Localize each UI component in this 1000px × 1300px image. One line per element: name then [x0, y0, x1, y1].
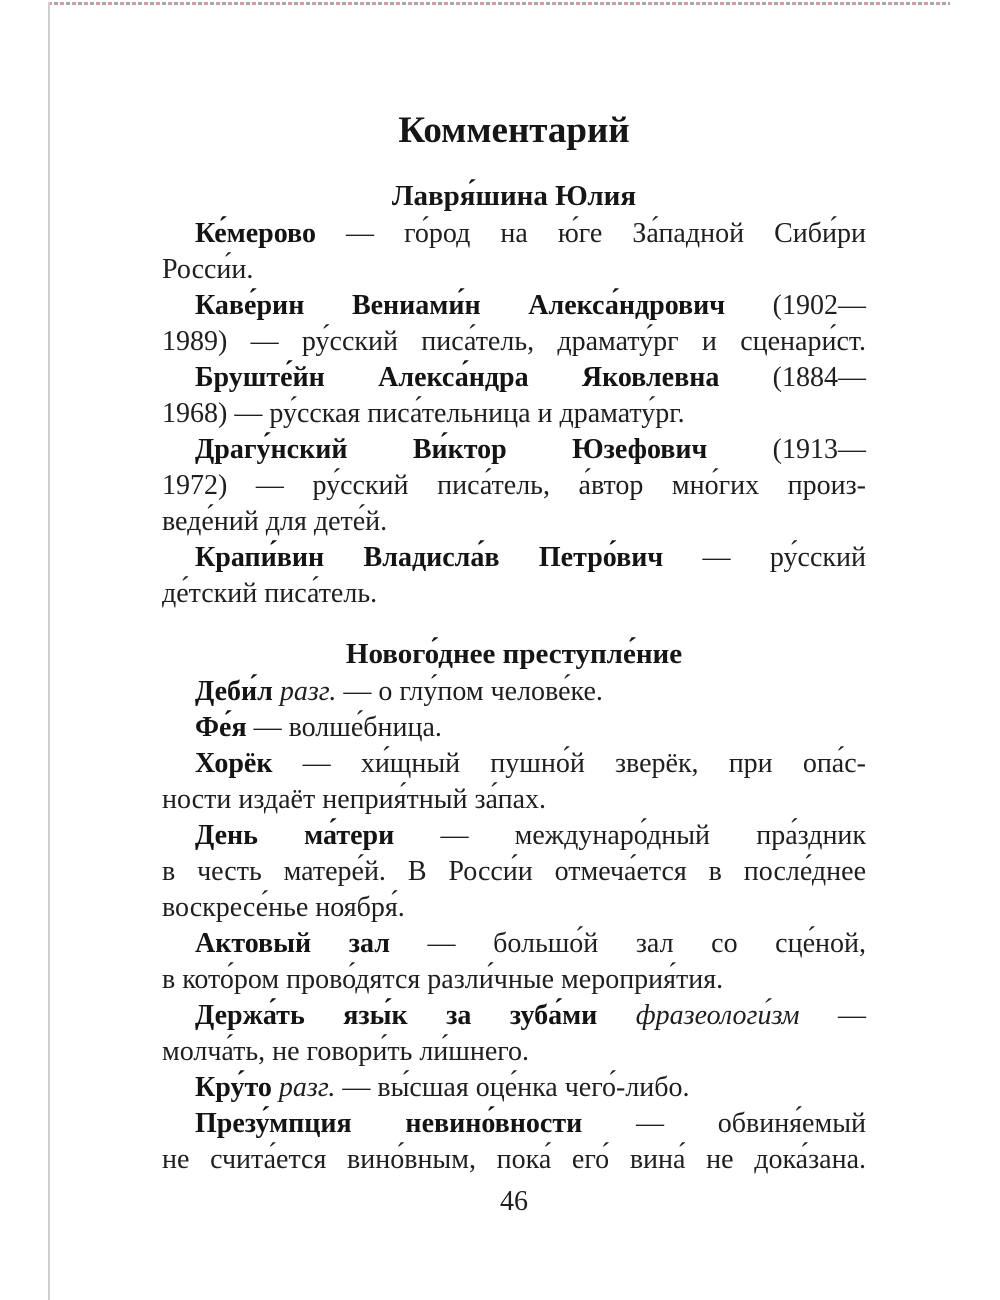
text-line: [162, 710, 866, 746]
text-segment: — волше́бница.: [246, 712, 442, 743]
paragraph: [162, 926, 866, 998]
text-line: [162, 746, 866, 782]
section-heading: Лавря́шина Юлия: [391, 180, 637, 212]
text-line: [162, 998, 866, 1034]
paragraph: [162, 1106, 866, 1178]
term: Деби́л: [195, 676, 273, 707]
text-segment: 1972) — ру́сский писа́тель, а́втор мно́гих произ-: [162, 470, 866, 501]
text-line: [162, 324, 866, 360]
term: Каве́рин Вениами́н Алекса́ндрович: [195, 290, 726, 321]
term: Драгу́нский Ви́ктор Юзефович: [195, 434, 708, 465]
text-segment: — о глу́пом челове́ке.: [336, 676, 603, 707]
text-segment: в кото́ром прово́дятся разли́чные мероприя́тия.: [162, 964, 724, 995]
page-number: 46: [500, 1186, 528, 1217]
text-segment: ности издаёт неприя́тный за́пах.: [162, 784, 547, 815]
term: Презу́мпция невино́вности: [195, 1108, 583, 1139]
text-segment: —: [799, 1000, 867, 1031]
text-segment: (1913—: [707, 434, 866, 465]
term: Бруште́йн Алекса́ндра Яковлевна: [195, 362, 720, 393]
text-segment: не счита́ется вино́вным, пока́ его́ вина́ не дока́зана.: [162, 1144, 866, 1175]
text-line: [162, 540, 866, 576]
text-line: [162, 504, 866, 540]
term: День ма́тери: [195, 820, 395, 851]
text-line: [162, 360, 866, 396]
text-line: [162, 926, 866, 962]
page-title: Комментарий: [398, 110, 630, 151]
usage-label: разг.: [271, 1072, 336, 1103]
text-segment: — обвиня́емый: [582, 1108, 867, 1139]
text-segment: 1968) — ру́сская писа́тельница и драмату́рг.: [162, 398, 685, 429]
text-segment: — большо́й зал со сце́ной,: [389, 928, 866, 959]
term: Держа́ть язы́к за зуба́ми: [195, 1000, 598, 1031]
text-line: [162, 854, 866, 890]
paragraph: [162, 998, 866, 1070]
text-segment: (1902—: [725, 290, 866, 321]
paragraph: [162, 818, 866, 926]
text-line: [162, 468, 866, 504]
text-segment: — го́род на ю́ге За́падной Сиби́ри: [315, 218, 866, 249]
paragraph: [162, 540, 866, 612]
text-line: [162, 396, 866, 432]
text-line: [162, 216, 866, 252]
text-segment: молча́ть, не говори́ть ли́шнего.: [162, 1036, 530, 1067]
term: Ке́мерово: [195, 218, 316, 249]
text-line: [162, 890, 866, 926]
text-line: [162, 432, 866, 468]
term: Актовый зал: [195, 928, 390, 959]
text-line: [162, 1070, 866, 1106]
text-line: [162, 1106, 866, 1142]
text-segment: воскресе́нье ноября́.: [162, 892, 405, 923]
paragraph: [162, 360, 866, 432]
text-line: [162, 1142, 866, 1178]
text-line: [162, 962, 866, 998]
text-line: [162, 576, 866, 612]
usage-label: фразеологи́зм: [597, 1000, 800, 1031]
text-segment: де́тский писа́тель.: [162, 578, 378, 609]
paragraph: [162, 674, 866, 710]
paragraph: [162, 432, 866, 540]
page-left-rule: [48, 2, 50, 1300]
text-line: [162, 818, 866, 854]
text-segment: — хи́щный пушно́й зверёк, при опа́с-: [272, 748, 866, 779]
text-segment: 1989) — ру́сский писа́тель, драмату́рг и сценари́ст.: [162, 326, 866, 357]
usage-label: разг.: [272, 676, 337, 707]
text-segment: (1884—: [719, 362, 867, 393]
paragraph: [162, 710, 866, 746]
text-line: [162, 782, 866, 818]
term: Хорёк: [195, 748, 273, 779]
text-line: [162, 674, 866, 710]
text-block: [162, 0, 866, 1220]
text-segment: — ру́сский: [663, 542, 866, 573]
paragraph: [162, 1070, 866, 1106]
text-line: [162, 252, 866, 288]
text-segment: — вы́сшая оце́нка чего́-либо.: [335, 1072, 690, 1103]
paragraph: [162, 288, 866, 360]
text-line: [162, 288, 866, 324]
paragraph: [162, 216, 866, 288]
text-segment: Росси́и.: [162, 254, 254, 285]
term: Крапи́вин Владисла́в Петро́вич: [195, 542, 664, 573]
text-segment: в честь матере́й. В Росси́и отмеча́ется в после́днее: [162, 856, 866, 887]
section-heading: Нового́днее преступле́ние: [345, 638, 683, 670]
text-segment: веде́ний для дете́й.: [162, 506, 388, 537]
text-segment: — междунаро́дный пра́здник: [394, 820, 867, 851]
text-line: [162, 1034, 866, 1070]
term: Кру́то: [195, 1072, 272, 1103]
term: Фе́я: [195, 712, 247, 743]
paragraph: [162, 746, 866, 818]
